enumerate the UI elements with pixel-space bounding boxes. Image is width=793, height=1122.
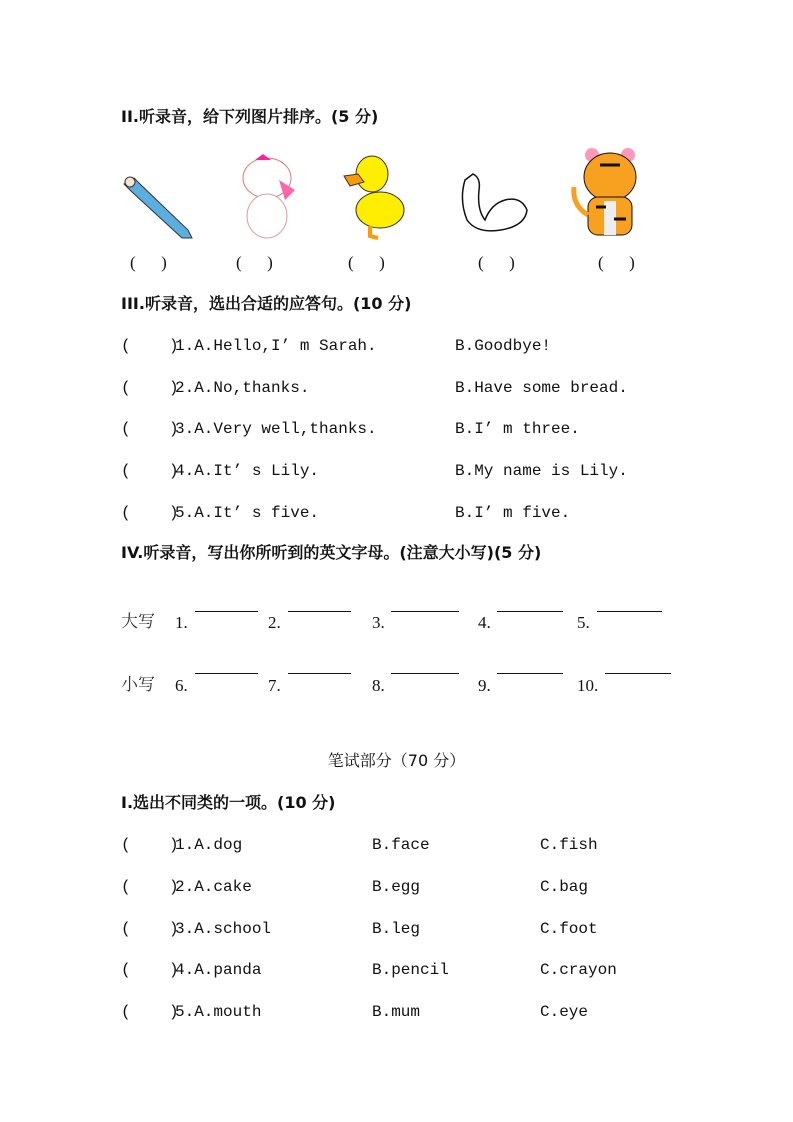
option-b: B.I’ m three. <box>455 420 580 438</box>
option-b: B.leg <box>372 920 421 938</box>
blank-line[interactable] <box>391 673 459 674</box>
blank-number: 2. <box>268 613 281 632</box>
arm-icon <box>120 172 195 240</box>
section4-title: IV.听录音，写出你所听到的英文字母。(注意大小写)(5 分) <box>121 543 542 562</box>
muscle-arm-icon <box>455 170 530 238</box>
option-b: B.I’ m five. <box>455 504 571 522</box>
option-b: B.egg <box>372 878 421 896</box>
answer-paren[interactable]: ( ) <box>121 836 179 854</box>
option-a: 4.A.panda <box>175 961 262 979</box>
option-a: 4.A.It’ s Lily. <box>175 462 320 480</box>
blank-number: 3. <box>372 613 385 632</box>
option-c: C.crayon <box>540 961 617 979</box>
option-b: B.mum <box>372 1003 421 1021</box>
answer-paren[interactable]: ( ) <box>121 1003 179 1021</box>
section1-title: I.选出不同类的一项。(10 分) <box>121 793 336 812</box>
blank-line[interactable] <box>597 611 662 612</box>
section3-title: III.听录音，选出合适的应答句。(10 分) <box>121 294 412 313</box>
blank-number: 10. <box>577 676 599 695</box>
blank-line[interactable] <box>391 611 459 612</box>
section2-title: II.听录音，给下列图片排序。(5 分) <box>121 107 379 126</box>
option-b: B.Goodbye! <box>455 337 552 355</box>
blank-number: 6. <box>175 676 188 695</box>
cat-icon <box>235 150 300 240</box>
duck-icon <box>342 152 407 240</box>
option-a: 5.A.mouth <box>175 1003 262 1021</box>
blank-number: 4. <box>478 613 491 632</box>
option-a: 2.A.cake <box>175 878 252 896</box>
blank-line[interactable] <box>195 673 258 674</box>
uppercase-label: 大写 <box>121 612 155 631</box>
answer-paren[interactable]: ( ) <box>121 920 179 938</box>
blank-line[interactable] <box>497 673 563 674</box>
answer-paren[interactable]: ( ) <box>121 462 179 480</box>
picture-paren-5[interactable]: ( ) <box>598 253 635 272</box>
picture-paren-3[interactable]: ( ) <box>348 253 385 272</box>
blank-number: 5. <box>577 613 590 632</box>
blank-number: 7. <box>268 676 281 695</box>
blank-number: 9. <box>478 676 491 695</box>
option-b: B.face <box>372 836 430 854</box>
blank-number: 8. <box>372 676 385 695</box>
answer-paren[interactable]: ( ) <box>121 878 179 896</box>
option-a: 2.A.No,thanks. <box>175 379 310 397</box>
option-c: C.eye <box>540 1003 589 1021</box>
option-a: 1.A.Hello,I’ m Sarah. <box>175 337 377 355</box>
blank-line[interactable] <box>195 611 258 612</box>
option-a: 1.A.dog <box>175 836 243 854</box>
option-a: 3.A.Very well,thanks. <box>175 420 377 438</box>
option-b: B.pencil <box>372 961 449 979</box>
option-c: C.foot <box>540 920 598 938</box>
tiger-icon <box>570 145 648 240</box>
written-part-title: 笔试部分（70 分） <box>327 751 466 770</box>
answer-paren[interactable]: ( ) <box>121 379 179 397</box>
blank-line[interactable] <box>288 611 351 612</box>
option-c: C.fish <box>540 836 598 854</box>
lowercase-label: 小写 <box>121 675 155 694</box>
answer-paren[interactable]: ( ) <box>121 420 179 438</box>
blank-line[interactable] <box>497 611 563 612</box>
option-a: 5.A.It’ s five. <box>175 504 320 522</box>
picture-paren-1[interactable]: ( ) <box>130 253 167 272</box>
option-a: 3.A.school <box>175 920 272 938</box>
blank-line[interactable] <box>605 673 671 674</box>
picture-paren-4[interactable]: ( ) <box>478 253 515 272</box>
answer-paren[interactable]: ( ) <box>121 337 179 355</box>
blank-line[interactable] <box>288 673 351 674</box>
option-b: B.My name is Lily. <box>455 462 628 480</box>
answer-paren[interactable]: ( ) <box>121 504 179 522</box>
option-b: B.Have some bread. <box>455 379 628 397</box>
blank-number: 1. <box>175 613 188 632</box>
option-c: C.bag <box>540 878 589 896</box>
picture-paren-2[interactable]: ( ) <box>236 253 273 272</box>
answer-paren[interactable]: ( ) <box>121 961 179 979</box>
